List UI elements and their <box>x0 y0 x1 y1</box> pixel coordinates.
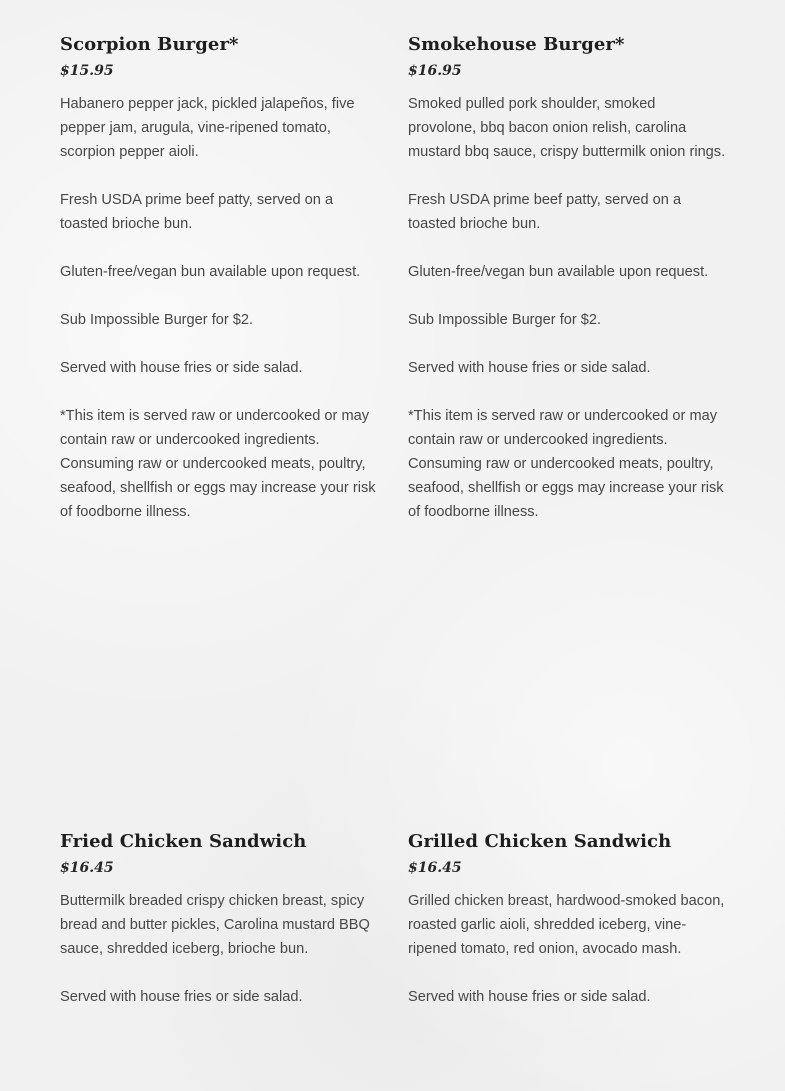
menu-item-smokehouse-burger <box>408 33 726 548</box>
item-paragraph: Sub Impossible Burger for $2. <box>60 312 254 328</box>
item-paragraph: Served with house fries or side salad. <box>60 989 303 1005</box>
item-price: $16.45 <box>60 860 114 876</box>
item-title: Smokehouse Burger* <box>408 34 625 55</box>
item-paragraph: Served with house fries or side salad. <box>60 360 303 376</box>
item-title: Grilled Chicken Sandwich <box>408 831 672 852</box>
item-disclaimer: *This item is served raw or undercooked or may contain raw or undercooked ingredients. Consuming raw or undercooked meats, poultry, seafood, shellfish or eggs may increase your risk of foodborne illness. <box>60 408 376 520</box>
item-paragraph: Gluten-free/vegan bun available upon request. <box>60 264 361 280</box>
item-paragraph: Gluten-free/vegan bun available upon request. <box>408 264 709 280</box>
item-title: Scorpion Burger* <box>60 34 239 55</box>
item-description <box>60 889 378 1009</box>
item-paragraph: Grilled chicken breast, hardwood-smoked bacon, roasted garlic aioli, shredded iceberg, vine-ripened tomato, red onion, avocado mash. <box>408 893 725 957</box>
menu-item-fried-chicken-sandwich <box>60 830 378 1033</box>
item-disclaimer: *This item is served raw or undercooked or may contain raw or undercooked ingredients. Consuming raw or undercooked meats, poultry, seafood, shellfish or eggs may increase your risk of foodborne illness. <box>408 408 724 520</box>
item-paragraph: Buttermilk breaded crispy chicken breast, spicy bread and butter pickles, Carolina mustard BBQ sauce, shredded iceberg, brioche bun. <box>60 893 370 957</box>
item-description <box>60 92 378 524</box>
item-paragraph: Served with house fries or side salad. <box>408 360 651 376</box>
item-price: $15.95 <box>60 63 114 79</box>
menu-item-grilled-chicken-sandwich <box>408 830 726 1033</box>
item-paragraph: Fresh USDA prime beef patty, served on a toasted brioche bun. <box>60 192 334 232</box>
item-paragraph: Sub Impossible Burger for $2. <box>408 312 602 328</box>
item-paragraph: Smoked pulled pork shoulder, smoked provolone, bbq bacon onion relish, carolina mustard bbq sauce, crispy buttermilk onion rings. <box>408 96 726 160</box>
item-title: Fried Chicken Sandwich <box>60 831 307 852</box>
item-price: $16.45 <box>408 860 462 876</box>
item-description <box>408 92 726 524</box>
item-paragraph: Habanero pepper jack, pickled jalapeños, five pepper jam, arugula, vine-ripened tomato, scorpion pepper aioli. <box>60 96 355 160</box>
item-price: $16.95 <box>408 63 462 79</box>
item-paragraph: Fresh USDA prime beef patty, served on a toasted brioche bun. <box>408 192 682 232</box>
item-description <box>408 889 726 1009</box>
menu-item-scorpion-burger <box>60 33 378 548</box>
item-paragraph: Served with house fries or side salad. <box>408 989 651 1005</box>
